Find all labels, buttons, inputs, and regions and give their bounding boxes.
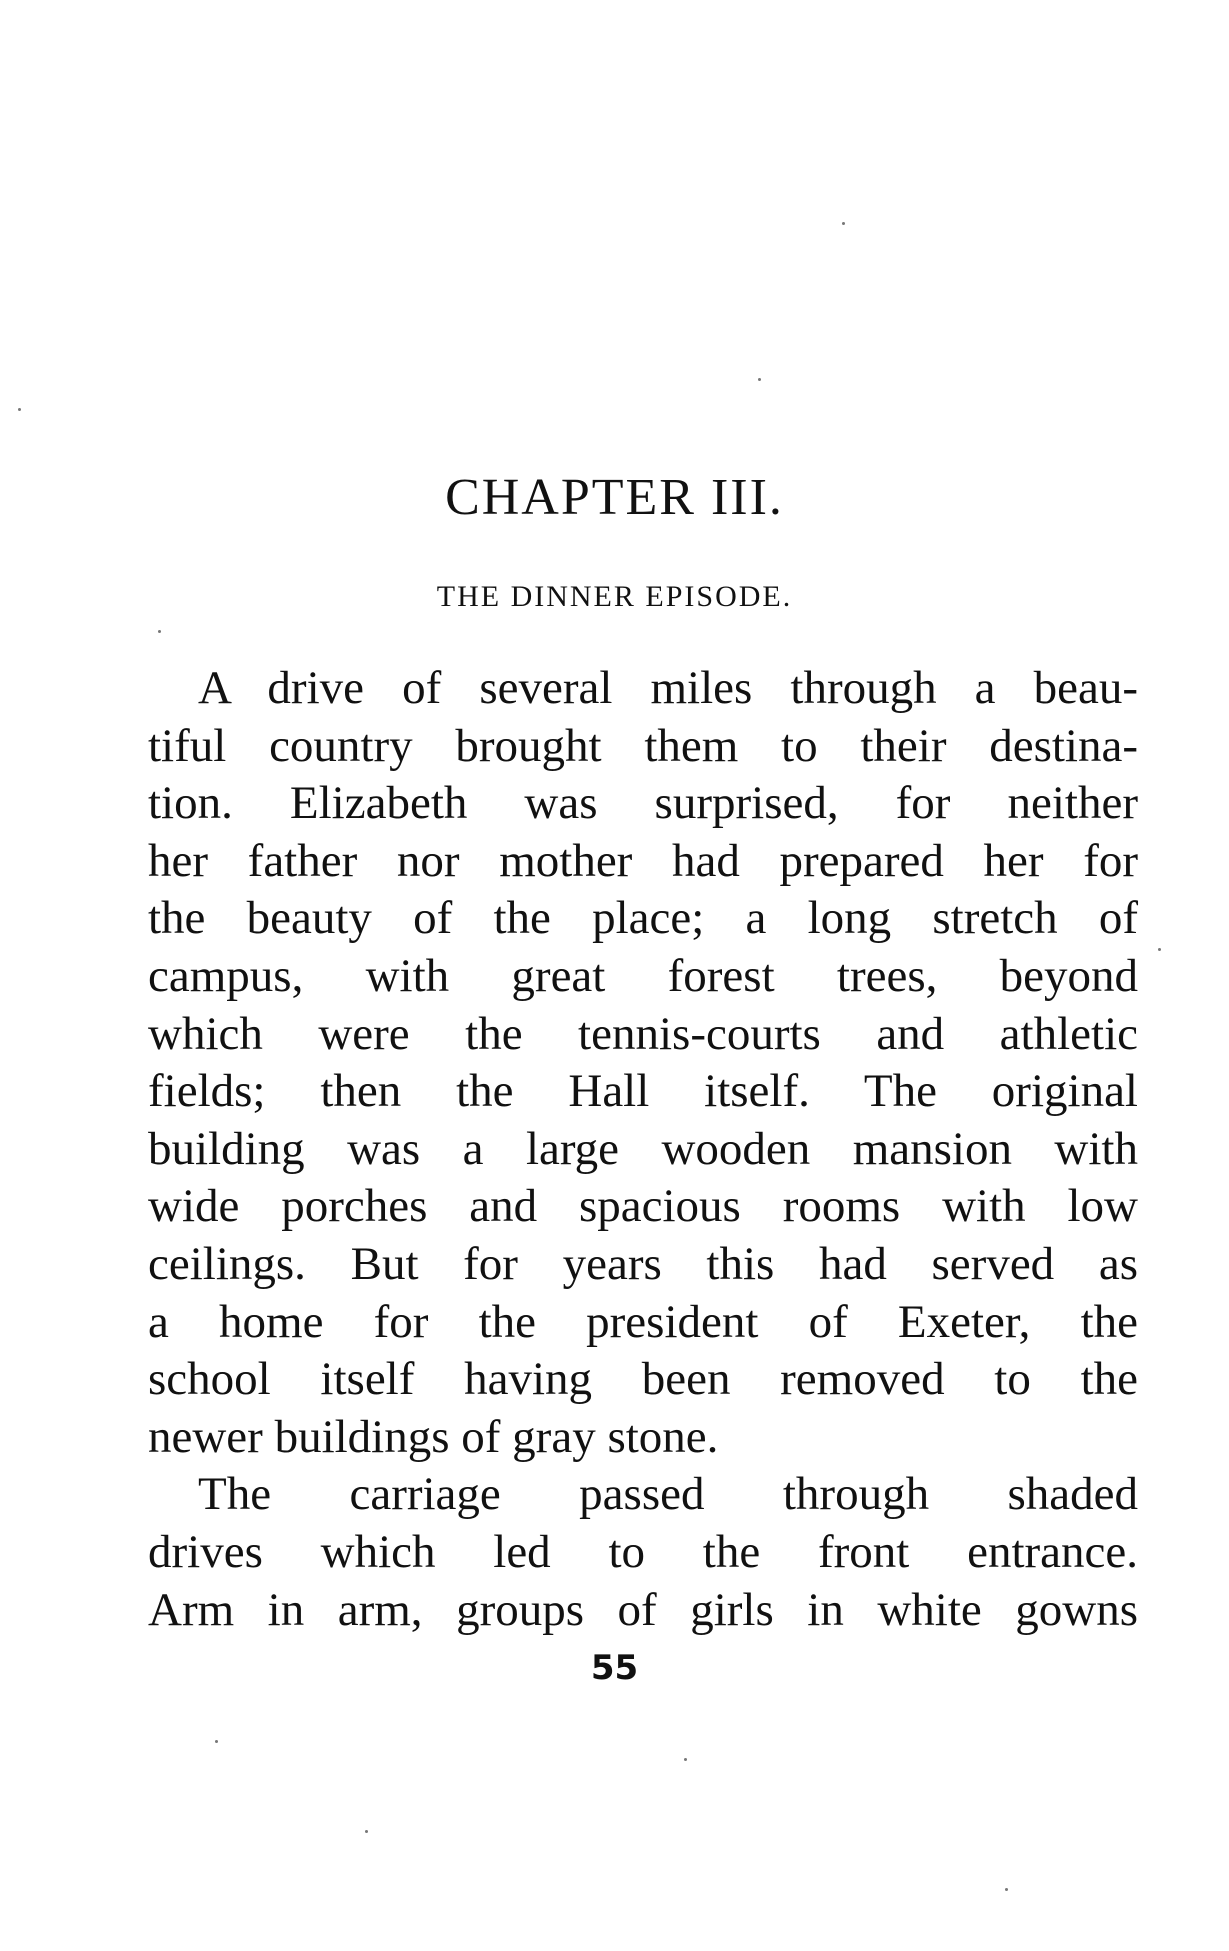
text-line: The carriage passed through shaded [198,1468,1138,1521]
body-text [148,660,1138,1639]
text-line: a home for the president of Exeter, the [148,1295,1138,1348]
scan-speck [18,408,21,411]
text-line: tiful country brought them to their destina- [148,719,1138,772]
paragraph-1 [148,660,1138,1466]
scan-speck [684,1758,687,1761]
text-line: fields; then the Hall itself. The original [148,1065,1138,1118]
text-line: Arm in arm, groups of girls in white gowns [148,1583,1138,1636]
scan-speck [365,1830,368,1833]
text-line: ceilings. But for years this had served as [148,1237,1138,1290]
page-number: 55 [590,1648,639,1688]
scan-speck [215,1740,218,1743]
scan-speck [842,222,845,225]
text-line: her father nor mother had prepared her for [148,834,1138,887]
text-line: A drive of several miles through a beau- [198,662,1138,714]
chapter-subtitle: THE DINNER EPISODE. [436,580,793,613]
scan-speck [158,630,161,633]
paragraph-2 [148,1466,1138,1639]
scan-speck [1005,1888,1008,1891]
text-line: wide porches and spacious rooms with low [148,1180,1138,1233]
scan-speck [758,378,761,381]
chapter-title: CHAPTER III. [445,469,784,526]
text-line: which were the tennis-courts and athletic [148,1007,1138,1060]
text-line: building was a large wooden mansion with [148,1122,1138,1175]
text-line: the beauty of the place; a long stretch of [148,892,1138,945]
text-line: drives which led to the front entrance. [148,1525,1138,1578]
text-line: campus, with great forest trees, beyond [148,949,1138,1002]
scan-speck [1158,948,1161,951]
text-line: tion. Elizabeth was surprised, for neither [148,777,1138,830]
text-line: newer buildings of gray stone. [148,1410,719,1463]
text-line: school itself having been removed to the [148,1353,1138,1406]
